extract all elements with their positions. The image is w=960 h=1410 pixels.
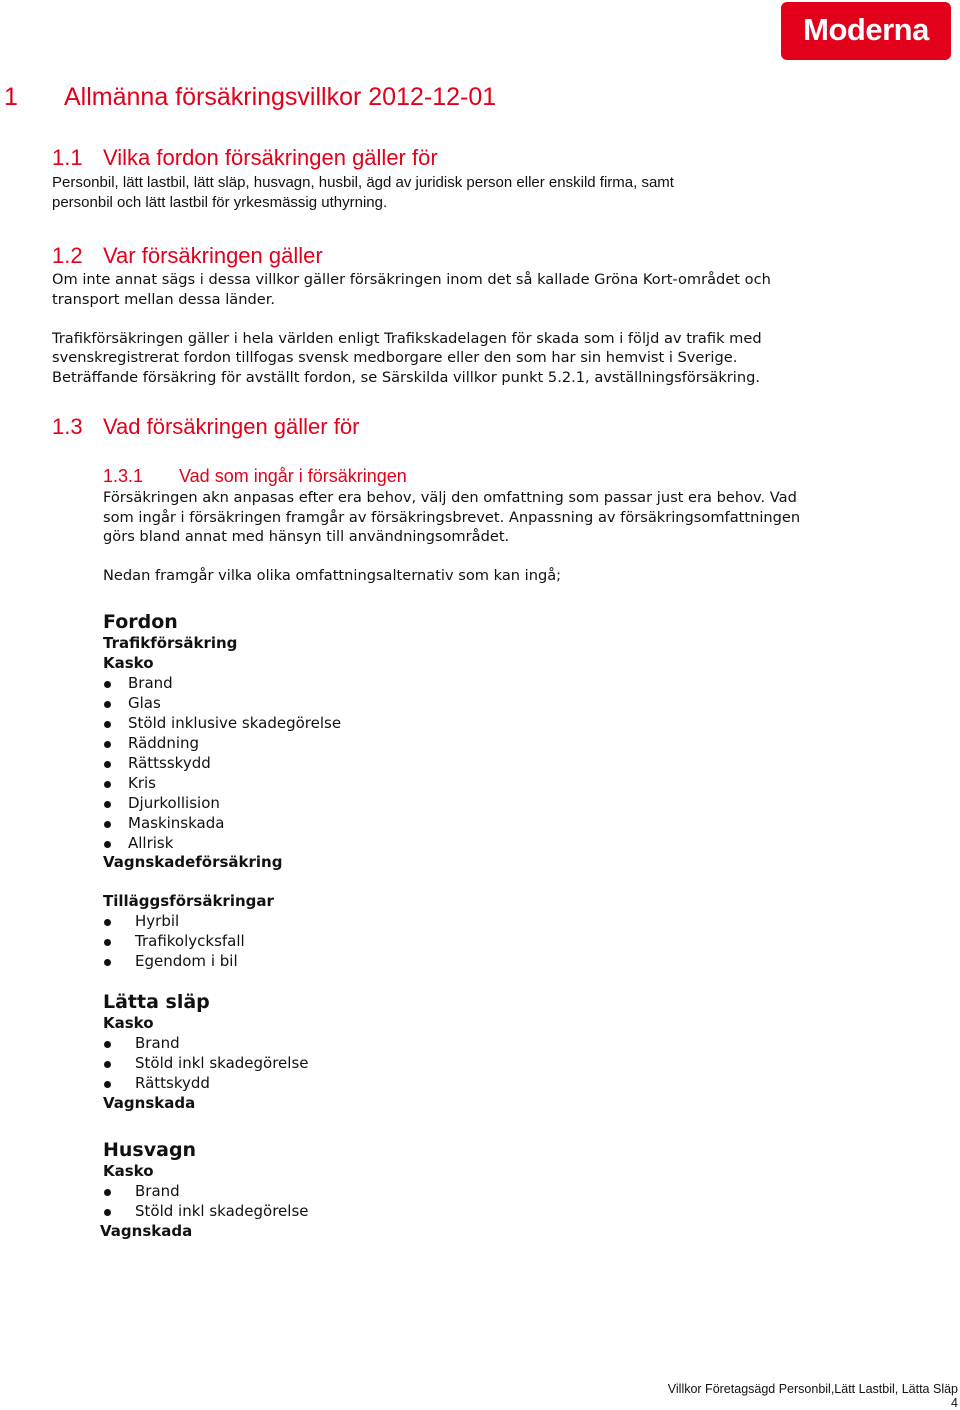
- section-1-1-title: Vilka fordon försäkringen gäller för: [103, 145, 438, 170]
- fordon-kasko-label: Kasko: [103, 654, 154, 672]
- fordon-item: Räddning: [128, 734, 200, 752]
- bullet-icon: [104, 781, 111, 788]
- section-1-2-number: 1.2: [52, 243, 83, 268]
- bullet-icon: [104, 741, 111, 748]
- section-1-3-1-title: Vad som ingår i försäkringen: [179, 466, 407, 486]
- fordon-item: Kris: [128, 774, 156, 792]
- bullet-icon: [104, 1061, 111, 1068]
- fordon-item: Allrisk: [128, 834, 174, 852]
- slap-item: Rättskydd: [135, 1074, 210, 1092]
- tillagg-item: Egendom i bil: [135, 952, 238, 970]
- bullet-icon: [104, 721, 111, 728]
- husvagn-kasko-label: Kasko: [103, 1162, 154, 1180]
- bullet-icon: [104, 1209, 111, 1216]
- bullet-icon: [104, 821, 111, 828]
- bullet-icon: [104, 801, 111, 808]
- section-1-2-p1-line-2: transport mellan dessa länder.: [52, 291, 276, 308]
- fordon-vagnskade-label: Vagnskadeförsäkring: [103, 853, 283, 871]
- section-1-3-1-p1-line-2: som ingår i försäkringen framgår av försäkringsbrevet. Anpassning av försäkringsomfattningen: [103, 509, 801, 526]
- section-1-1-line-1: Personbil, lätt lastbil, lätt släp, husvagn, husbil, ägd av juridisk person eller enskild firma, samt: [52, 174, 674, 191]
- section-1-3-1-number: 1.3.1: [103, 466, 144, 486]
- bullet-icon: [104, 761, 111, 768]
- bullet-icon: [104, 1189, 111, 1196]
- bullet-icon: [104, 701, 111, 708]
- fordon-item: Stöld inklusive skadegörelse: [128, 714, 342, 732]
- fordon-item: Brand: [128, 674, 173, 692]
- slap-vagnskada-label: Vagnskada: [103, 1094, 196, 1112]
- heading-1-number: 1: [4, 83, 18, 111]
- slap-item: Stöld inkl skadegörelse: [135, 1054, 309, 1072]
- section-1-2-p2-line-2: svenskregistrerat fordon tillfogas svensk medborgare eller den som har sin hemvist i Sverige.: [52, 349, 738, 366]
- husvagn-title: Husvagn: [103, 1139, 197, 1161]
- slap-title: Lätta släp: [103, 991, 210, 1013]
- bullet-icon: [104, 841, 111, 848]
- section-1-3-1-p1-line-3: görs bland annat med hänsyn till användningsområdet.: [103, 528, 510, 545]
- bullet-icon: [104, 1081, 111, 1088]
- section-1-1-line-2: personbil och lätt lastbil för yrkesmässig uthyrning.: [52, 194, 388, 211]
- fordon-item: Djurkollision: [128, 794, 220, 812]
- section-1-2-p2-line-3: Beträffande försäkring för avställt fordon, se Särskilda villkor punkt 5.2.1, avställningsförsäkring.: [52, 369, 760, 386]
- heading-1-title: Allmänna försäkringsvillkor 2012-12-01: [64, 83, 497, 111]
- bullet-icon: [104, 939, 111, 946]
- tillagg-label: Tilläggsförsäkringar: [103, 892, 274, 910]
- section-1-3-title: Vad försäkringen gäller för: [103, 414, 360, 439]
- moderna-logo: [781, 2, 951, 60]
- husvagn-vagnskada-label: Vagnskada: [100, 1222, 193, 1240]
- fordon-item: Rättsskydd: [128, 754, 211, 772]
- fordon-trafik-label: Trafikförsäkring: [103, 634, 238, 652]
- footer-text: Villkor Företagsägd Personbil,Lätt Lastbil, Lätta Släp: [667, 1382, 958, 1396]
- bullet-icon: [104, 1041, 111, 1048]
- section-1-1-number: 1.1: [52, 145, 83, 170]
- husvagn-item: Brand: [135, 1182, 180, 1200]
- tillagg-item: Trafikolycksfall: [135, 932, 245, 950]
- section-1-3-number: 1.3: [52, 414, 83, 439]
- section-1-2-p2-line-1: Trafikförsäkringen gäller i hela världen enligt Trafikskadelagen för skada som i följd av trafik med: [52, 330, 762, 347]
- fordon-title: Fordon: [103, 611, 178, 633]
- logo-text: Moderna: [803, 12, 929, 47]
- husvagn-item: Stöld inkl skadegörelse: [135, 1202, 309, 1220]
- section-1-2-p1-line-1: Om inte annat sägs i dessa villkor gäller försäkringen inom det så kallade Gröna Kort-området och: [52, 271, 771, 288]
- section-1-3-1-p2: Nedan framgår vilka olika omfattningsalternativ som kan ingå;: [103, 567, 562, 584]
- fordon-item: Maskinskada: [128, 814, 225, 832]
- page-number: 4: [951, 1396, 958, 1410]
- bullet-icon: [104, 681, 111, 688]
- tillagg-item: Hyrbil: [135, 912, 180, 930]
- fordon-item: Glas: [128, 694, 161, 712]
- bullet-icon: [104, 959, 111, 966]
- slap-item: Brand: [135, 1034, 180, 1052]
- slap-kasko-label: Kasko: [103, 1014, 154, 1032]
- section-1-2-title: Var försäkringen gäller: [103, 243, 323, 268]
- section-1-3-1-p1-line-1: Försäkringen akn anpasas efter era behov, välj den omfattning som passar just era behov. Vad: [103, 489, 797, 506]
- bullet-icon: [104, 919, 111, 926]
